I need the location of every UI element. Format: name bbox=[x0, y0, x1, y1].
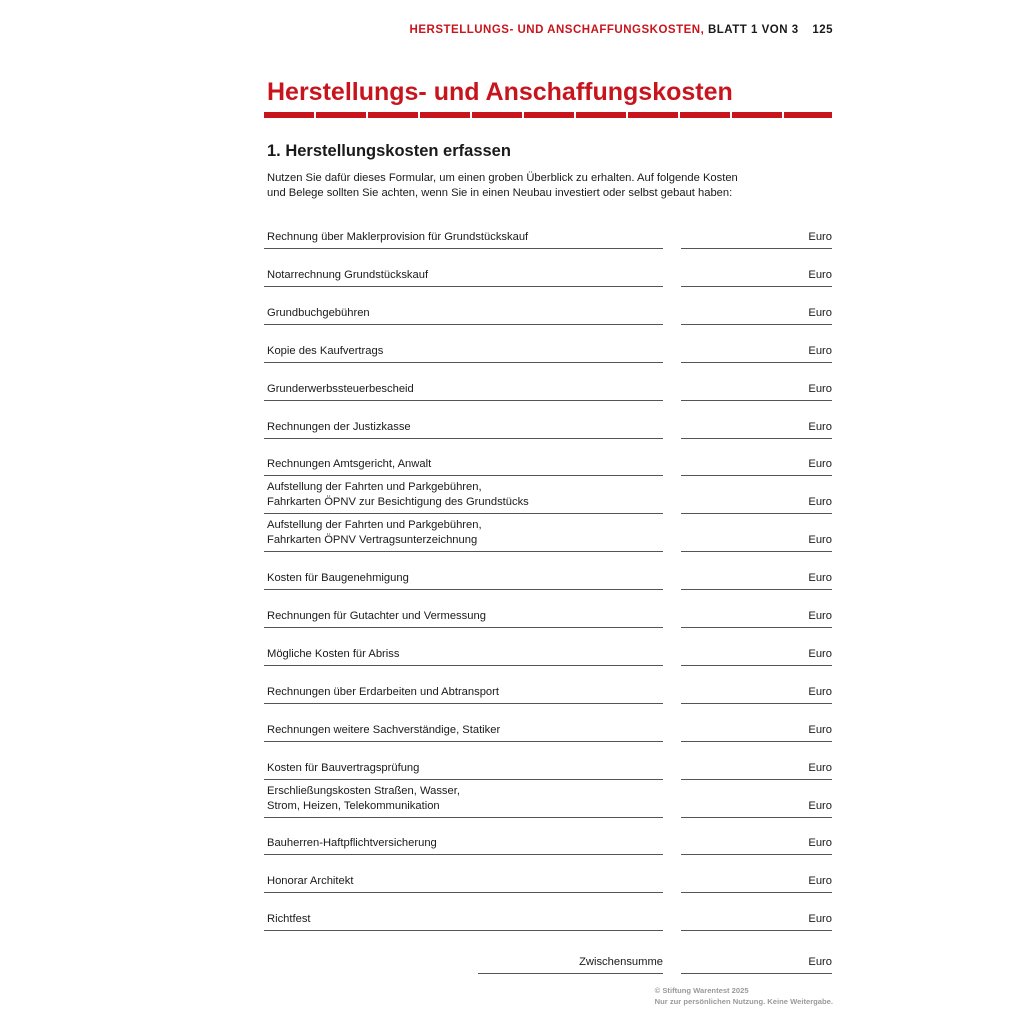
running-header bbox=[410, 24, 833, 36]
usage-notice: Nur zur persönlichen Nutzung. Keine Weitergabe. bbox=[654, 997, 833, 1006]
row-label-line: Grundbuchgebühren bbox=[267, 307, 370, 319]
form-row bbox=[264, 815, 832, 855]
footer bbox=[655, 985, 833, 1007]
currency-label: Euro bbox=[808, 837, 832, 849]
form-row bbox=[264, 247, 832, 287]
row-label bbox=[264, 480, 663, 514]
row-label-line: Honorar Architekt bbox=[267, 875, 354, 887]
amount-field[interactable] bbox=[681, 588, 832, 628]
intro-line: und Belege sollten Sie achten, wenn Sie in einen Neubau investiert oder selbst gebaut haben: bbox=[267, 187, 733, 199]
form-row bbox=[264, 512, 832, 552]
currency-label: Euro bbox=[808, 458, 832, 470]
row-label-line: Aufstellung der Fahrten und Parkgebühren, bbox=[267, 481, 482, 493]
running-header-sheet: BLATT 1 VON 3 bbox=[707, 24, 799, 36]
row-label-line: Fahrkarten ÖPNV zur Besichtigung des Grundstücks bbox=[267, 496, 529, 508]
row-label bbox=[264, 784, 663, 818]
currency-label: Euro bbox=[808, 307, 832, 319]
intro-text bbox=[267, 171, 787, 201]
row-label-line: Erschließungskosten Straßen, Wasser, bbox=[267, 785, 460, 797]
row-label-line: Kosten für Bauvertragsprüfung bbox=[267, 762, 420, 774]
subtotal-amount-field[interactable] bbox=[681, 934, 832, 974]
form-row bbox=[264, 323, 832, 363]
currency-label: Euro bbox=[808, 383, 832, 395]
form-row bbox=[264, 588, 832, 628]
currency-label: Euro bbox=[808, 345, 832, 357]
currency-label: Euro bbox=[808, 875, 832, 887]
amount-field[interactable] bbox=[681, 815, 832, 855]
currency-label: Euro bbox=[808, 231, 832, 243]
row-label-line: Fahrkarten ÖPNV Vertragsunterzeichnung bbox=[267, 534, 478, 546]
currency-label: Euro bbox=[808, 956, 832, 968]
amount-field[interactable] bbox=[681, 474, 832, 514]
amount-field[interactable] bbox=[681, 740, 832, 780]
currency-label: Euro bbox=[808, 800, 832, 812]
amount-field[interactable] bbox=[681, 209, 832, 249]
form-row bbox=[264, 853, 832, 893]
subtotal-label: Zwischensumme bbox=[478, 955, 663, 974]
form-row bbox=[264, 474, 832, 514]
form-row bbox=[264, 285, 832, 325]
form-row bbox=[264, 209, 832, 249]
title-divider bbox=[264, 112, 832, 118]
form-row bbox=[264, 664, 832, 704]
amount-field[interactable] bbox=[681, 853, 832, 893]
currency-label: Euro bbox=[808, 648, 832, 660]
subtotal-row bbox=[264, 934, 832, 974]
row-label-line: Rechnungen der Justizkasse bbox=[267, 421, 411, 433]
form-row bbox=[264, 891, 832, 931]
currency-label: Euro bbox=[808, 686, 832, 698]
row-label bbox=[264, 912, 663, 931]
amount-field[interactable] bbox=[681, 285, 832, 325]
form-row bbox=[264, 626, 832, 666]
row-label-line: Rechnungen über Erdarbeiten und Abtransport bbox=[267, 686, 499, 698]
amount-field[interactable] bbox=[681, 550, 832, 590]
amount-field[interactable] bbox=[681, 361, 832, 401]
row-label-line: Kosten für Baugenehmigung bbox=[267, 572, 409, 584]
row-label-line: Strom, Heizen, Telekommunikation bbox=[267, 800, 440, 812]
row-label-line: Grunderwerbssteuerbescheid bbox=[267, 383, 414, 395]
form-row bbox=[264, 740, 832, 780]
currency-label: Euro bbox=[808, 572, 832, 584]
row-label-line: Mögliche Kosten für Abriss bbox=[267, 648, 400, 660]
row-label-line: Bauherren-Haftpflichtversicherung bbox=[267, 837, 437, 849]
form-row bbox=[264, 702, 832, 742]
row-label-line: Richtfest bbox=[267, 913, 311, 925]
form-row bbox=[264, 436, 832, 476]
form-row bbox=[264, 778, 832, 818]
amount-field[interactable] bbox=[681, 702, 832, 742]
row-label-line: Aufstellung der Fahrten und Parkgebühren, bbox=[267, 519, 482, 531]
section-heading: 1. Herstellungskosten erfassen bbox=[267, 142, 511, 160]
currency-label: Euro bbox=[808, 913, 832, 925]
currency-label: Euro bbox=[808, 724, 832, 736]
currency-label: Euro bbox=[808, 496, 832, 508]
row-label-line: Rechnungen weitere Sachverständige, Statiker bbox=[267, 724, 501, 736]
currency-label: Euro bbox=[808, 269, 832, 281]
row-label-line: Notarrechnung Grundstückskauf bbox=[267, 269, 429, 281]
amount-field[interactable] bbox=[681, 323, 832, 363]
currency-label: Euro bbox=[808, 762, 832, 774]
currency-label: Euro bbox=[808, 534, 832, 546]
row-label bbox=[264, 518, 663, 552]
amount-field[interactable] bbox=[681, 626, 832, 666]
amount-field[interactable] bbox=[681, 664, 832, 704]
copyright-notice: © Stiftung Warentest 2025 bbox=[654, 986, 749, 995]
row-label-line: Kopie des Kaufvertrags bbox=[267, 345, 384, 357]
form-row bbox=[264, 399, 832, 439]
currency-label: Euro bbox=[808, 421, 832, 433]
form-row bbox=[264, 361, 832, 401]
amount-field[interactable] bbox=[681, 891, 832, 931]
running-header-section: HERSTELLUNGS- UND ANSCHAFFUNGSKOSTEN, bbox=[409, 24, 705, 36]
row-label-line: Rechnungen Amtsgericht, Anwalt bbox=[267, 458, 432, 470]
amount-field[interactable] bbox=[681, 436, 832, 476]
amount-field[interactable] bbox=[681, 247, 832, 287]
intro-line: Nutzen Sie dafür dieses Formular, um einen groben Überblick zu erhalten. Auf folgende Kosten bbox=[267, 172, 738, 184]
row-label-line: Rechnung über Maklerprovision für Grundstückskauf bbox=[267, 231, 529, 243]
currency-label: Euro bbox=[808, 610, 832, 622]
amount-field[interactable] bbox=[681, 399, 832, 439]
amount-field[interactable] bbox=[681, 778, 832, 818]
page-title: Herstellungs- und Anschaffungskosten bbox=[267, 78, 733, 106]
amount-field[interactable] bbox=[681, 512, 832, 552]
page-number: 125 bbox=[812, 24, 833, 36]
form-row bbox=[264, 550, 832, 590]
row-label-line: Rechnungen für Gutachter und Vermessung bbox=[267, 610, 486, 622]
